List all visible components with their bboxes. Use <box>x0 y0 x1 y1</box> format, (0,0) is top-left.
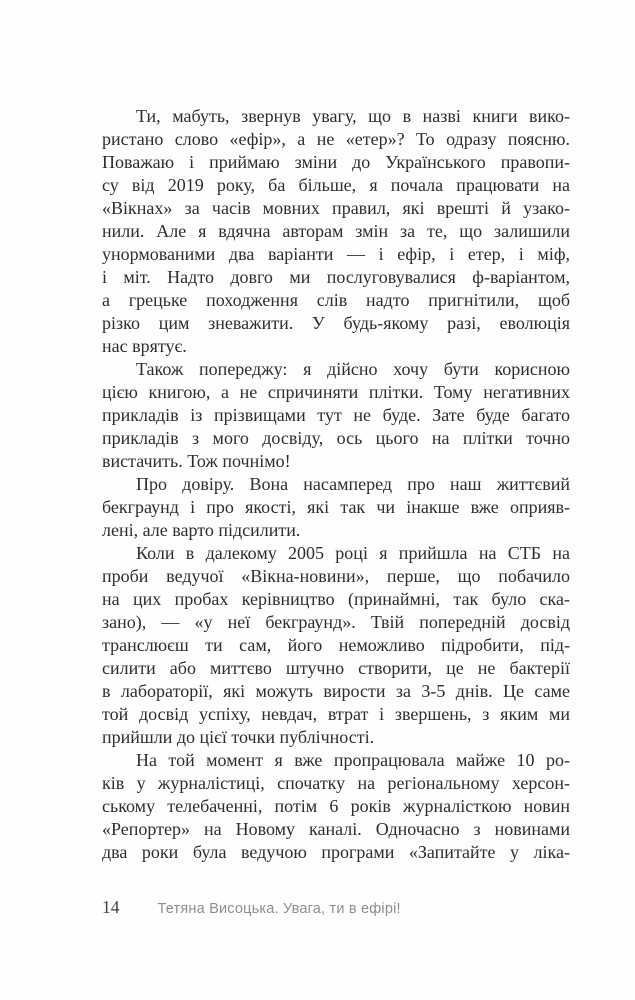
text-line: вистачить. Тож почнімо! <box>102 451 291 471</box>
text-line: су від 2019 року, ба більше, я почала працювати на <box>102 175 570 195</box>
text-line: ристано слово «ефір», а не «етер»? То одразу поясню. <box>102 129 570 149</box>
running-title: Тетяна Висоцька. Увага, ти в ефірі! <box>157 901 401 917</box>
text-line: силити або миттєво штучно створити, це не бактерії <box>102 658 570 678</box>
text-line: різко цим зневажити. У будь-якому разі, еволюція <box>102 313 570 333</box>
text-line: той досвід успіху, невдач, втрат і звершень, з яким ми <box>102 704 570 724</box>
text-line: на цих пробах керівництво (принаймні, так було ска- <box>102 589 570 609</box>
text-line: ському телебаченні, потім 6 років журналісткою новин <box>102 796 570 816</box>
text-block <box>102 105 570 864</box>
text-line: бекграунд і про якості, які так чи інакше вже оприяв- <box>102 497 570 517</box>
text-line: в лабораторії, які можуть вирости за 3-5 днів. Це саме <box>102 681 570 701</box>
text-line: Ти, мабуть, звернув увагу, що в назві книги вико- <box>136 106 570 126</box>
text-line: Про довіру. Вона насамперед про наш життєвий <box>136 474 570 494</box>
text-line: На той момент я вже пропрацювала майже 10 ро- <box>136 750 570 770</box>
text-line: Поважаю і приймаю зміни до Українського правопи- <box>102 152 570 172</box>
text-line: прикладів з мого досвіду, ось цього на плітки точно <box>102 428 570 448</box>
page-footer <box>102 897 570 918</box>
text-line: зано), — «у неї бекграунд». Твій попередній досвід <box>102 612 570 632</box>
text-line: ків у журналістиці, спочатку на регіональному херсон- <box>102 773 570 793</box>
text-line: транслюєш ти сам, його неможливо підробити, під- <box>102 635 570 655</box>
text-line: Коли в далекому 2005 році я прийшла на СТБ на <box>136 543 570 563</box>
text-line: прийшли до цієї точки публічності. <box>102 727 375 747</box>
text-line: і міт. Надто довго ми послуговувалися ф-варіантом, <box>102 267 570 287</box>
text-line: «Вікнах» за часів мовних правил, які врешті й узако- <box>102 198 570 218</box>
text-line: прикладів із прізвищами тут не буде. Зате буде багато <box>102 405 570 425</box>
text-line: цією книгою, а не спричиняти плітки. Тому негативних <box>102 382 570 402</box>
text-line: а грецьке походження слів надто пригнітили, щоб <box>102 290 570 310</box>
page-number: 14 <box>102 897 120 917</box>
text-line: унормованими два варіанти — і ефір, і етер, і міф, <box>102 244 570 264</box>
text-line: проби ведучої «Вікна-новини», перше, що побачило <box>102 566 570 586</box>
text-line: Також попереджу: я дійсно хочу бути корисною <box>136 359 570 379</box>
text-line: нас врятує. <box>102 336 187 356</box>
text-line: лені, але варто підсилити. <box>102 520 301 540</box>
text-line: «Репортер» на Новому каналі. Одночасно з новинами <box>102 819 570 839</box>
text-line: два роки була ведучою програми «Запитайте у ліка- <box>102 842 570 862</box>
text-line: нили. Але я вдячна авторам змін за те, що залишили <box>102 221 570 241</box>
